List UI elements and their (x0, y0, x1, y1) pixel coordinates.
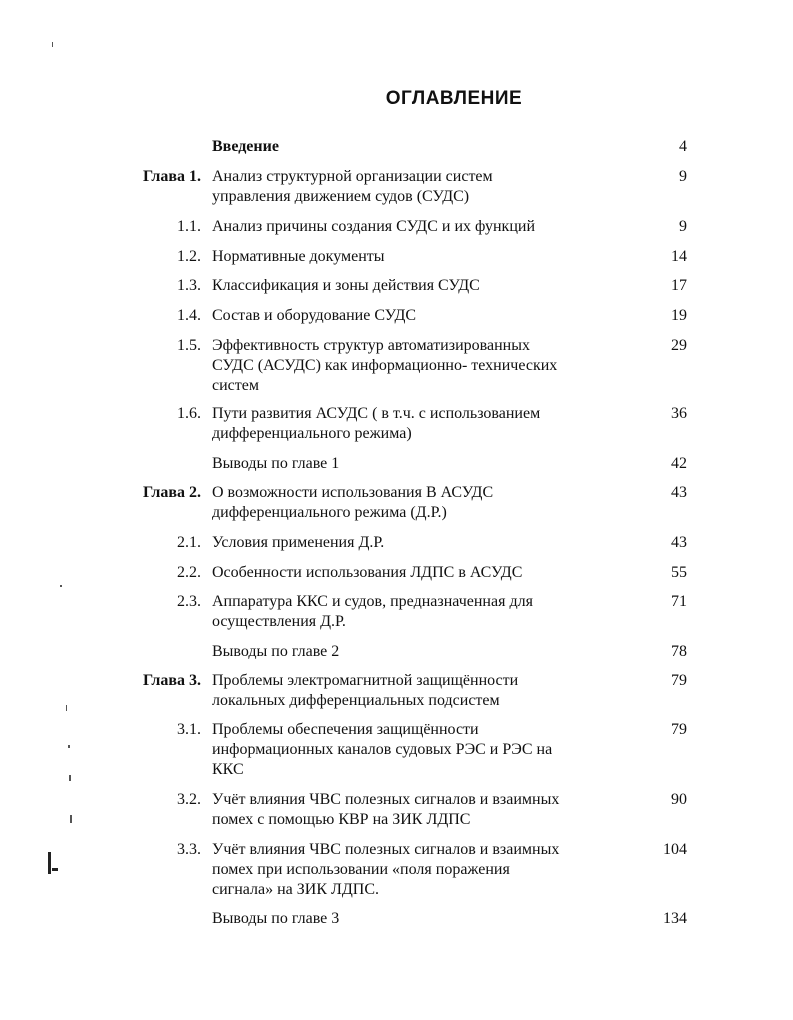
toc-entry-title (212, 306, 632, 326)
toc-entry-page: 134 (663, 910, 687, 927)
scan-speck (69, 775, 71, 781)
page-title: ОГЛАВЛЕНИЕ (385, 88, 523, 109)
toc-entry-title-line: Выводы по главе 2 (212, 643, 340, 660)
toc-entry-title (212, 276, 632, 296)
toc-entry-title-line: Проблемы электромагнитной защищённости (212, 672, 519, 689)
toc-entry-page: 14 (671, 248, 687, 265)
toc-entry-number: 3.2. (177, 791, 201, 808)
toc-entry-title (212, 247, 632, 267)
toc-entry-title-line: Состав и оборудование СУДС (212, 307, 417, 324)
toc-entry-title-line: дифференциального режима (Д.Р.) (212, 504, 447, 521)
toc-entry-title (212, 483, 632, 523)
toc-entry-page: 19 (671, 307, 687, 324)
toc-entry-title (212, 137, 632, 157)
toc-entry-page: 43 (671, 534, 687, 551)
toc-entry-title-line: Условия применения Д.Р. (212, 534, 385, 551)
toc-entry-title-line: Учёт влияния ЧВС полезных сигналов и взаимных (212, 791, 560, 808)
toc-entry-title-line: дифференциального режима) (212, 425, 412, 442)
toc-entry-title-line: Классификация и зоны действия СУДС (212, 277, 480, 294)
toc-entry-title-line: помех с помощью КВР на ЗИК ЛДПС (212, 811, 471, 828)
toc-entry-title-line: осуществления Д.Р. (212, 613, 346, 630)
toc-entry-number: 1.3. (177, 277, 201, 294)
toc-entry-title-line: Эффективность структур автоматизированных (212, 337, 530, 354)
toc-entry-title-line: Особенности использования ЛДПС в АСУДС (212, 564, 523, 581)
toc-entry-number: Глава 3. (143, 672, 201, 689)
toc-entry-number: Глава 1. (143, 168, 201, 185)
toc-entry-title-line: помех при использовании «поля поражения (212, 861, 510, 878)
toc-entry-number: 2.1. (177, 534, 201, 551)
toc-entry-number: 1.1. (177, 218, 201, 235)
toc-entry-title-line: Введение (212, 138, 279, 155)
toc-entry-number: 2.3. (177, 593, 201, 610)
scan-speck (52, 42, 53, 47)
toc-entry-title-line: управления движением судов (СУДС) (212, 188, 470, 205)
toc-entry-page: 90 (671, 791, 687, 808)
toc-entry-page: 71 (671, 593, 687, 610)
scan-speck (48, 852, 51, 874)
toc-entry-title (212, 909, 632, 929)
toc-entry-number: 1.4. (177, 307, 201, 324)
toc-entry-page: 55 (671, 564, 687, 581)
toc-entry-title (212, 533, 632, 553)
toc-entry-title (212, 563, 632, 583)
toc-entry-title-line: Аппаратура ККС и судов, предназначенная для (212, 593, 533, 610)
toc-entry-title-line: систем (212, 377, 259, 394)
toc-entry-title-line: Пути развития АСУДС ( в т.ч. с использованием (212, 405, 541, 422)
toc-entry-number: 1.6. (177, 405, 201, 422)
toc-entry-page: 4 (679, 138, 687, 155)
toc-entry-title-line: ККС (212, 761, 244, 778)
toc-entry-page: 104 (663, 841, 687, 858)
toc-entry-title (212, 671, 632, 711)
toc-entry-number: 3.1. (177, 721, 201, 738)
toc-entry-title-line: Выводы по главе 3 (212, 910, 340, 927)
toc-entry-title-line: Выводы по главе 1 (212, 455, 340, 472)
toc-entry-title (212, 404, 632, 444)
toc-entry-title (212, 217, 632, 237)
toc-entry-page: 17 (671, 277, 687, 294)
toc-entry-title-line: локальных дифференциальных подсистем (212, 692, 500, 709)
toc-entry-page: 36 (671, 405, 687, 422)
toc-entry-page: 79 (671, 672, 687, 689)
toc-entry-title-line: Анализ структурной организации систем (212, 168, 493, 185)
toc-entry-page: 78 (671, 643, 687, 660)
scan-speck (70, 815, 72, 823)
toc-entry-title-line: Проблемы обеспечения защищённости (212, 721, 479, 738)
toc-entry-page: 79 (671, 721, 687, 738)
toc-entry-page: 9 (679, 218, 687, 235)
toc-entry-page: 29 (671, 337, 687, 354)
toc-entry-page: 43 (671, 484, 687, 501)
toc-entry-title (212, 167, 632, 207)
toc-entry-page: 9 (679, 168, 687, 185)
scan-speck (68, 745, 70, 748)
toc-entry-title-line: О возможности использования В АСУДС (212, 484, 494, 501)
toc-entry-title-line: Нормативные документы (212, 248, 385, 265)
toc-entry-number: Глава 2. (143, 484, 201, 501)
toc-entry-title (212, 790, 632, 830)
toc-entry-number: 1.2. (177, 248, 201, 265)
toc-entry-title (212, 840, 632, 900)
toc-entry-title (212, 336, 632, 396)
toc-entry-title (212, 720, 632, 780)
scan-speck (60, 585, 62, 587)
toc-entry-number: 3.3. (177, 841, 201, 858)
toc-entry-title (212, 642, 632, 662)
toc-entry-page: 42 (671, 455, 687, 472)
toc-entry-number: 2.2. (177, 564, 201, 581)
toc-entry-number: 1.5. (177, 337, 201, 354)
toc-entry-title-line: Учёт влияния ЧВС полезных сигналов и взаимных (212, 841, 560, 858)
toc-entry-title (212, 592, 632, 632)
scan-speck (66, 705, 67, 711)
toc-entry-title-line: Анализ причины создания СУДС и их функций (212, 218, 536, 235)
toc-entry-title-line: СУДС (АСУДС) как информационно- технических (212, 357, 558, 374)
toc-entry-title-line: информационных каналов судовых РЭС и РЭС на (212, 741, 553, 758)
toc-entry-title (212, 454, 632, 474)
scan-speck (52, 868, 58, 871)
toc-entry-title-line: сигнала» на ЗИК ЛДПС. (212, 881, 380, 898)
